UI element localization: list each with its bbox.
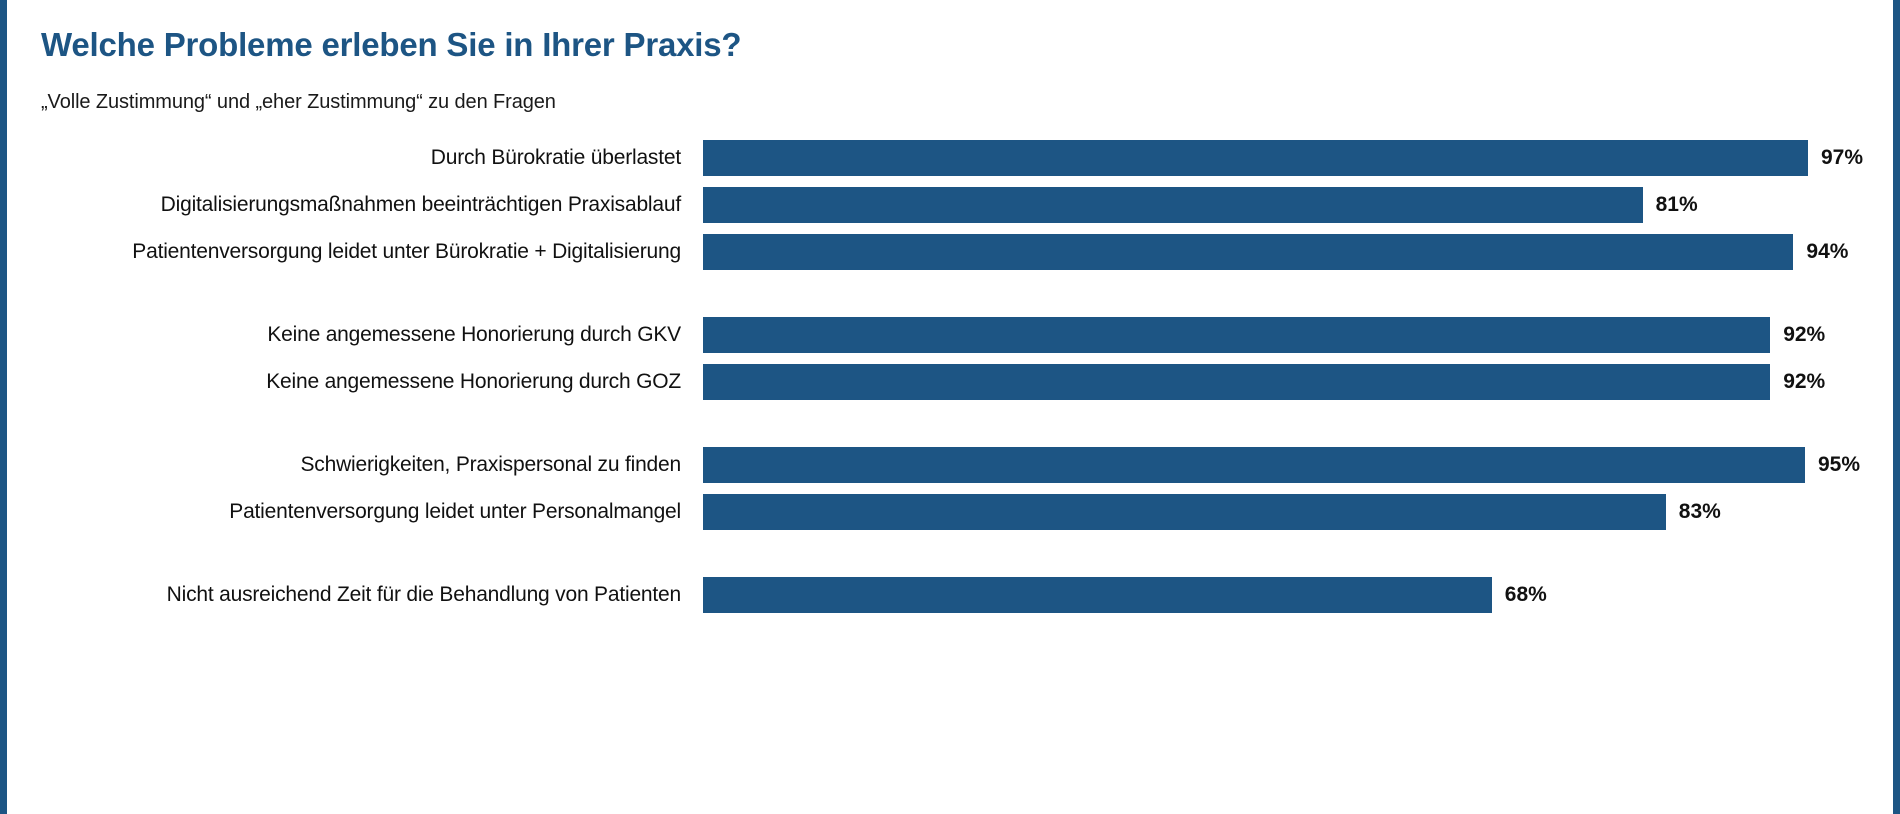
bar — [703, 234, 1793, 270]
bar-area — [703, 187, 1863, 223]
bar-row — [41, 317, 1863, 353]
bar-track — [703, 494, 1863, 530]
bar-track — [703, 187, 1863, 223]
chart-title: Welche Probleme erleben Sie in Ihrer Praxis? — [41, 26, 742, 63]
bar-value-label: 92% — [1783, 370, 1826, 394]
bar-value-label: 81% — [1655, 193, 1698, 217]
bar-wrap — [703, 234, 1863, 270]
bar-area — [703, 447, 1863, 483]
bar-wrap — [703, 317, 1863, 353]
chart-subtitle: „Volle Zustimmung“ und „eher Zustimmung“ zu den Fragen — [41, 91, 556, 114]
bar-row — [41, 140, 1863, 176]
bar-chart-plot — [33, 140, 1863, 613]
bar-wrap — [703, 577, 1863, 613]
bar-category-label: Digitalisierungsmaßnahmen beeinträchtigen Praxisablauf — [160, 193, 681, 217]
bar-category-label: Durch Bürokratie überlastet — [430, 146, 681, 170]
bar-area — [703, 317, 1863, 353]
bar — [703, 494, 1666, 530]
bar-row — [41, 234, 1863, 270]
bar — [703, 187, 1643, 223]
bar-wrap — [703, 447, 1863, 483]
bar — [703, 364, 1770, 400]
bar-row — [41, 447, 1863, 483]
bar — [703, 447, 1805, 483]
bar-wrap — [703, 140, 1863, 176]
bar-value-label: 97% — [1820, 146, 1863, 170]
bar — [703, 577, 1492, 613]
bar-wrap — [703, 494, 1863, 530]
bar-category-label: Patientenversorgung leidet unter Personalmangel — [229, 500, 681, 524]
bar-category-label: Keine angemessene Honorierung durch GKV — [267, 323, 681, 347]
bar-value-label: 94% — [1806, 240, 1849, 264]
bar-area — [703, 140, 1863, 176]
bar-value-label: 92% — [1783, 323, 1826, 347]
bar-track — [703, 234, 1863, 270]
bar-wrap — [703, 187, 1863, 223]
bar-area — [703, 364, 1863, 400]
bar — [703, 317, 1770, 353]
bar-track — [703, 140, 1863, 176]
bar-value-label: 83% — [1678, 500, 1721, 524]
bar-area — [703, 494, 1863, 530]
bar — [703, 140, 1808, 176]
bar-area — [703, 577, 1863, 613]
bar-row — [41, 187, 1863, 223]
bar-category-label: Keine angemessene Honorierung durch GOZ — [266, 370, 681, 394]
bar-track — [703, 317, 1863, 353]
bar-row — [41, 577, 1863, 613]
bar-track — [703, 447, 1863, 483]
bar-value-label: 68% — [1504, 583, 1547, 607]
bar-track — [703, 364, 1863, 400]
bar-category-label: Schwierigkeiten, Praxispersonal zu finden — [300, 453, 681, 477]
bar-row — [41, 364, 1863, 400]
bar-wrap — [703, 364, 1863, 400]
bar-track — [703, 577, 1863, 613]
bar-value-label: 95% — [1818, 453, 1861, 477]
bar-category-label: Nicht ausreichend Zeit für die Behandlung von Patienten — [166, 583, 681, 607]
chart-container — [7, 0, 1893, 814]
bar-row — [41, 494, 1863, 530]
bar-category-label: Patientenversorgung leidet unter Bürokratie + Digitalisierung — [132, 240, 681, 264]
bar-area — [703, 234, 1863, 270]
